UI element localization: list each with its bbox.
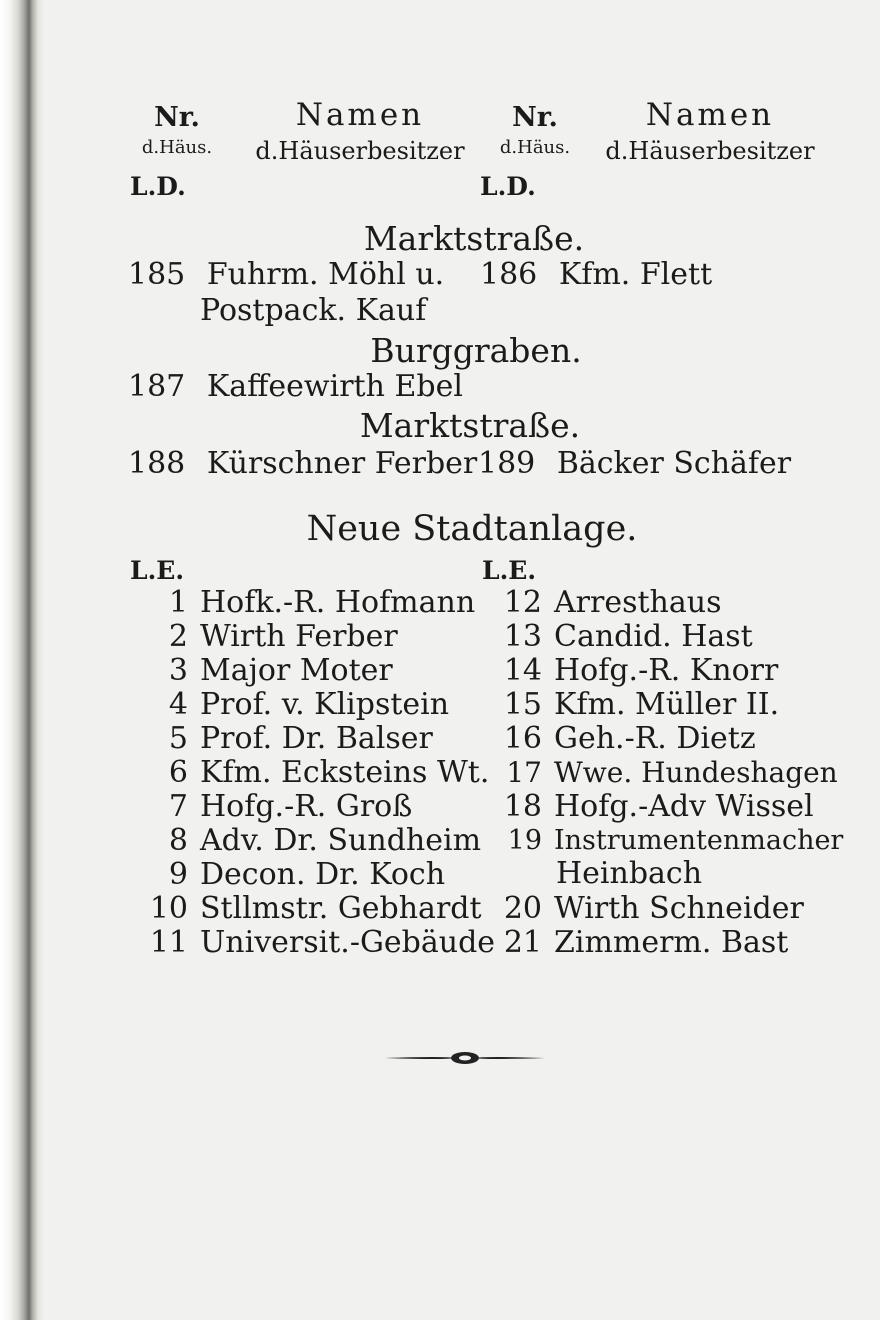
header-left-nr: Nr. d.Häus. — [141, 102, 213, 158]
owner-name: Arresthaus — [554, 585, 722, 620]
owner-name: Kfm. Flett — [558, 257, 713, 292]
list-item — [482, 586, 721, 620]
house-number: 19 — [507, 825, 542, 856]
house-number: 5 — [168, 721, 188, 756]
list-item — [128, 824, 481, 858]
house-number: 6 — [168, 755, 188, 790]
owner-name: Prof. v. Klipstein — [200, 687, 450, 722]
list-item — [128, 586, 475, 620]
street-title-neue-stadtanlage: Neue Stadtanlage. — [306, 509, 638, 549]
owner-name: Adv. Dr. Sundheim — [200, 823, 482, 858]
owner-name-continuation: Postpack. Kauf — [200, 293, 427, 328]
owner-name: Hofg.-Adv Wissel — [554, 789, 814, 824]
owner-name: Bäcker Schäfer — [556, 446, 792, 481]
house-number: 10 — [149, 891, 188, 926]
header-right-nr: Nr. d.Häus. — [499, 102, 571, 158]
street-title-marktstrasse: Marktstraße. — [359, 406, 581, 445]
house-number: 8 — [168, 823, 188, 858]
house-number: 1 — [168, 585, 188, 620]
owner-name: Stllmstr. Gebhardt — [200, 891, 482, 926]
ld-label-right: L.D. — [480, 172, 536, 201]
owner-name-continuation: Heinbach — [556, 856, 703, 891]
list-item — [482, 756, 838, 790]
list-item — [128, 722, 433, 756]
list-item — [482, 722, 756, 756]
owner-name: Kfm. Müller II. — [554, 687, 780, 722]
house-number: 4 — [168, 687, 188, 722]
list-item — [128, 892, 482, 926]
owner-name: Instrumentenmacher — [554, 825, 844, 856]
list-item — [482, 926, 788, 960]
list-item — [482, 620, 753, 654]
house-number: 13 — [503, 619, 542, 654]
house-number: 187 — [128, 369, 186, 404]
owner-name: Wirth Schneider — [554, 891, 804, 926]
owner-name: Kürschner Ferber — [206, 446, 478, 481]
list-item — [478, 447, 791, 481]
owner-name: Universit.-Gebäude — [200, 925, 496, 960]
owner-name: Kaffeewirth Ebel — [206, 369, 463, 404]
le-label-right: L.E. — [482, 556, 537, 585]
house-number: 186 — [480, 257, 538, 292]
owner-name: Hofk.-R. Hofmann — [200, 585, 476, 620]
header-left-name: Namen d.Häuserbesitzer — [255, 97, 465, 165]
owner-name: Wwe. Hundeshagen — [554, 756, 838, 789]
house-number: 14 — [503, 653, 542, 688]
list-item — [128, 620, 398, 654]
house-number: 2 — [168, 619, 188, 654]
list-item — [128, 926, 495, 960]
list-item — [128, 858, 445, 892]
le-label-left: L.E. — [130, 556, 185, 585]
book-spine-shadow — [0, 0, 44, 1320]
house-number: 11 — [149, 925, 188, 960]
owner-name: Hofg.-R. Groß — [200, 789, 413, 824]
owner-name: Hofg.-R. Knorr — [554, 653, 779, 688]
house-number: 7 — [168, 789, 188, 824]
owner-name: Kfm. Ecksteins Wt. — [200, 755, 490, 790]
house-number: 17 — [506, 756, 542, 789]
house-number: 188 — [128, 446, 186, 481]
owner-name: Decon. Dr. Koch — [200, 857, 446, 892]
house-number: 20 — [503, 891, 542, 926]
house-number: 3 — [168, 653, 188, 688]
house-number: 15 — [503, 687, 542, 722]
ornament-divider-icon — [385, 1049, 545, 1067]
list-item — [482, 892, 804, 926]
house-number: 185 — [128, 257, 186, 292]
ld-label-left: L.D. — [130, 172, 186, 201]
street-title-burggraben: Burggraben. — [370, 331, 582, 370]
list-item — [128, 447, 477, 481]
list-item — [482, 824, 843, 858]
house-number: 18 — [503, 789, 542, 824]
list-item — [128, 258, 444, 292]
house-number: 189 — [478, 446, 536, 481]
house-number: 16 — [503, 721, 542, 756]
owner-name: Candid. Hast — [554, 619, 753, 654]
list-item — [480, 258, 712, 292]
house-number: 9 — [168, 857, 188, 892]
owner-name: Zimmerm. Bast — [554, 925, 789, 960]
owner-name: Major Moter — [200, 653, 393, 688]
house-number: 12 — [503, 585, 542, 620]
list-item — [482, 688, 779, 722]
house-number: 21 — [503, 925, 542, 960]
list-item — [128, 654, 393, 688]
street-title-marktstrasse: Marktstraße. — [363, 219, 585, 258]
list-item — [128, 370, 463, 404]
list-item — [128, 756, 489, 790]
list-item — [482, 654, 778, 688]
list-item — [128, 790, 412, 824]
owner-name: Wirth Ferber — [200, 619, 398, 654]
list-item — [482, 790, 814, 824]
owner-name: Fuhrm. Möhl u. — [206, 257, 445, 292]
list-item — [128, 688, 449, 722]
header-right-name: Namen d.Häuserbesitzer — [605, 97, 815, 165]
owner-name: Prof. Dr. Balser — [200, 721, 433, 756]
owner-name: Geh.-R. Dietz — [554, 721, 756, 756]
